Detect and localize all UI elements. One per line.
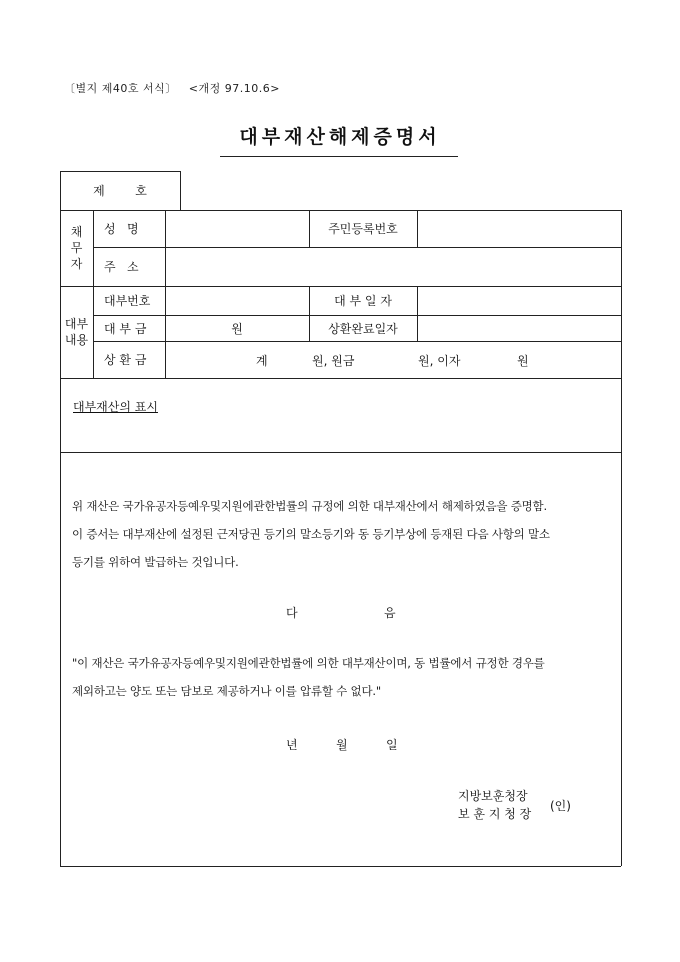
- certification-line: 등기를 위하여 발급하는 것입니다.: [72, 555, 239, 569]
- loan-group-char: 대부: [64, 317, 89, 331]
- row-line: [60, 378, 621, 379]
- repay-won-label: 원: [517, 354, 529, 368]
- repay-interest-label: 원, 이자: [418, 354, 461, 368]
- form-bottom-border: [60, 866, 621, 867]
- col-line: [93, 210, 94, 378]
- eum-label: 음: [384, 606, 396, 620]
- loan-amount-field[interactable]: [166, 315, 308, 341]
- repay-principal-label: 원, 원금: [312, 354, 355, 368]
- title-underline: [220, 156, 458, 157]
- seal-mark: (인): [550, 799, 571, 813]
- certification-paragraph: [72, 492, 620, 576]
- address-label: 주 소: [104, 260, 139, 274]
- form-right-border: [621, 210, 622, 866]
- repay-complete-date-field[interactable]: [418, 315, 620, 341]
- loan-date-field[interactable]: [418, 286, 620, 315]
- debtor-char: 채: [70, 225, 83, 239]
- property-description-field[interactable]: [61, 415, 620, 451]
- document-title: 대부재산해제증명서: [239, 126, 441, 148]
- repay-total-label: 계: [256, 354, 268, 368]
- debtor-group-label: [60, 210, 93, 286]
- certificate-number-label: 제 호: [93, 184, 147, 198]
- name-field[interactable]: [166, 210, 308, 247]
- loan-date-label: 대 부 일 자: [334, 294, 392, 308]
- certification-line: 이 증서는 대부재산에 설정된 근저당권 등기의 말소등기와 동 등기부상에 등재된 다음 사항의 말소: [72, 527, 550, 541]
- repay-complete-date-label: 상환완료일자: [328, 321, 398, 336]
- year-label: 년: [286, 738, 298, 752]
- won-unit: 원: [231, 321, 243, 336]
- issuer-branch: 보 훈 지 청 장: [458, 807, 532, 821]
- loan-amount-label: 대 부 금: [104, 321, 147, 336]
- month-label: 월: [336, 738, 348, 752]
- property-description-label: 대부재산의 표시: [73, 400, 158, 414]
- issuer-regional: 지방보훈청장: [458, 789, 528, 803]
- restriction-clause: [72, 649, 620, 705]
- row-line: [60, 452, 621, 453]
- form-header: [64, 80, 280, 96]
- da-label: 다: [286, 606, 298, 620]
- clause-line: "이 재산은 국가유공자등예우및지원에관한법률에 의한 대부재산이며, 동 법률에서 규정한 경우를: [72, 656, 545, 670]
- number-box-right: [180, 171, 181, 210]
- revision-note: <개정 97.10.6>: [188, 82, 280, 95]
- loan-number-field[interactable]: [166, 286, 308, 315]
- form-number: 〔별지 제40호 서식〕: [64, 82, 177, 95]
- loan-group-char: 내용: [64, 333, 89, 347]
- loan-number-label: 대부번호: [104, 294, 151, 308]
- clause-line: 제외하고는 양도 또는 담보로 제공하거나 이를 압류할 수 없다.": [72, 684, 381, 698]
- name-label: 성 명: [104, 222, 139, 236]
- resident-number-field[interactable]: [418, 210, 620, 247]
- loan-group-label: [60, 286, 93, 378]
- repayment-field[interactable]: [166, 341, 620, 378]
- day-label: 일: [386, 738, 398, 752]
- debtor-char: 무: [70, 241, 83, 255]
- certification-line: 위 재산은 국가유공자등예우및지원에관한법률의 규정에 의한 대부재산에서 해제하였음을 증명함.: [72, 499, 547, 513]
- resident-number-label: 주민등록번호: [328, 222, 398, 236]
- debtor-char: 자: [70, 257, 83, 271]
- address-field[interactable]: [166, 247, 620, 286]
- repayment-label: 상 환 금: [104, 353, 147, 367]
- issuer-block: [458, 787, 531, 823]
